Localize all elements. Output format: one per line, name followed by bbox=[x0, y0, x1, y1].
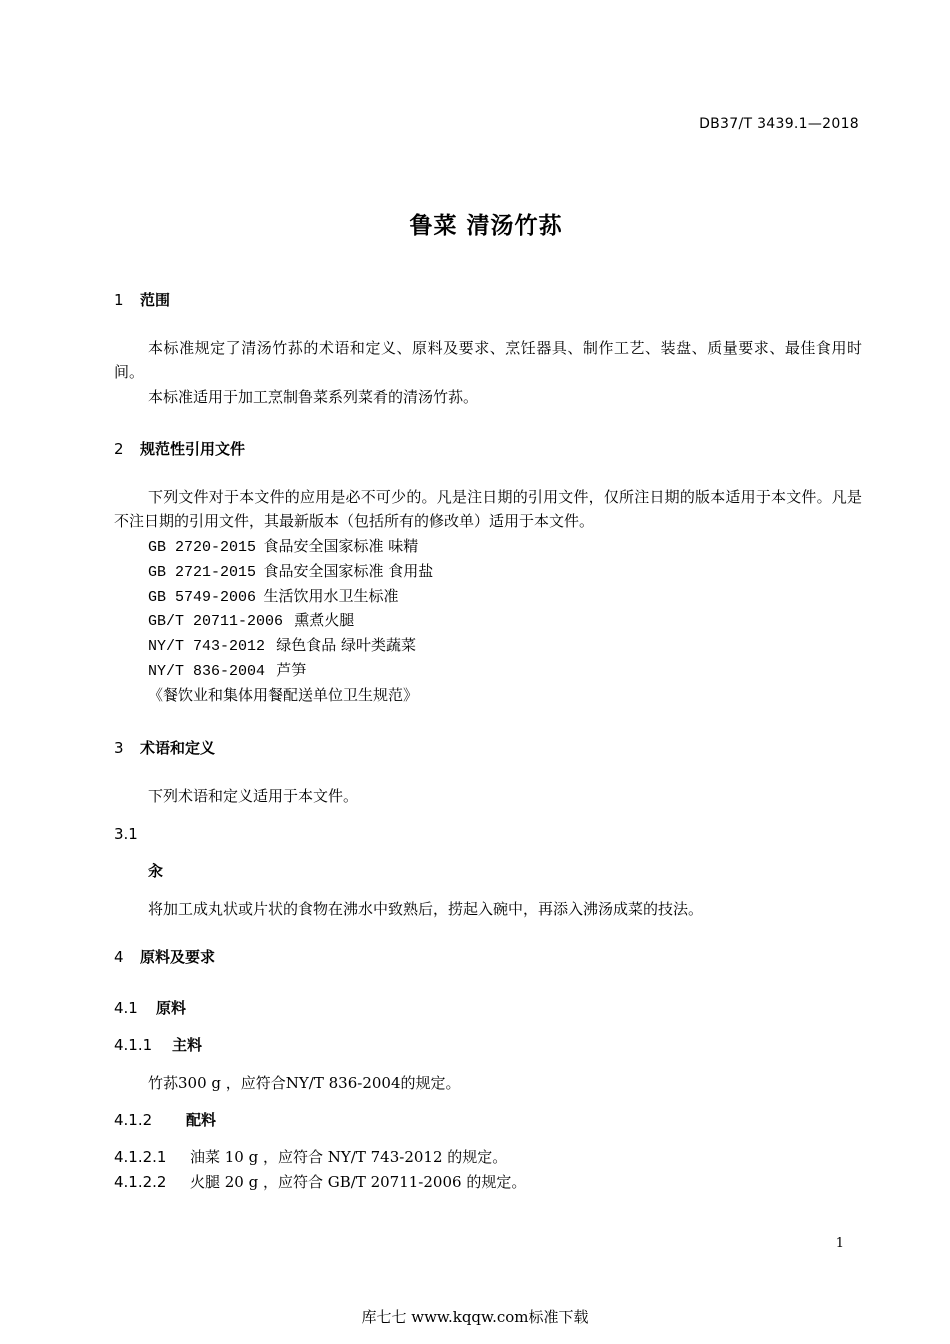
section-title: 范围 bbox=[140, 291, 171, 309]
reference-code: GB/T 20711-2006 bbox=[148, 613, 284, 630]
footer-watermark: 库七七 www.kqqw.com标准下载 bbox=[361, 1308, 589, 1326]
section-2-heading bbox=[114, 438, 245, 459]
reference-code: GB 2720-2015 bbox=[148, 539, 257, 556]
subsection-number: 4.1 bbox=[114, 999, 138, 1017]
section-3-heading bbox=[114, 737, 215, 758]
page-number: 1 bbox=[835, 1236, 844, 1251]
section-title: 术语和定义 bbox=[140, 739, 216, 757]
section-4-heading bbox=[114, 946, 215, 967]
reference-item bbox=[148, 559, 433, 585]
reference-name: 熏煮火腿 bbox=[294, 611, 355, 629]
ingredient-item bbox=[114, 1170, 526, 1195]
reference-item bbox=[148, 658, 306, 684]
reference-name: 芦笋 bbox=[276, 661, 307, 679]
reference-item: 《餐饮业和集体用餐配送单位卫生规范》 bbox=[148, 686, 419, 704]
section-title: 规范性引用文件 bbox=[140, 440, 246, 458]
section-title: 原料及要求 bbox=[140, 948, 216, 966]
page-title: 鲁菜 清汤竹荪 bbox=[409, 213, 563, 239]
ingredient-item bbox=[114, 1145, 507, 1170]
subsection-title: 主料 bbox=[172, 1036, 203, 1054]
reference-name: 生活饮用水卫生标准 bbox=[263, 587, 399, 605]
section-number: 1 bbox=[114, 291, 124, 309]
main-ingredient-text: 竹荪300 g ，应符合NY/T 836-2004的规定。 bbox=[148, 1074, 461, 1092]
reference-name: 食品安全国家标准 味精 bbox=[263, 537, 419, 555]
subsection-number: 4.1.2 bbox=[114, 1111, 153, 1129]
reference-item bbox=[148, 633, 416, 659]
subsection-number: 4.1.1 bbox=[114, 1036, 153, 1054]
subsection-4-1-2-heading bbox=[114, 1109, 216, 1130]
reference-name: 绿色食品 绿叶类蔬菜 bbox=[276, 636, 417, 654]
subsection-title: 配料 bbox=[186, 1111, 217, 1129]
reference-item bbox=[148, 584, 399, 610]
subsection-title: 原料 bbox=[156, 999, 187, 1017]
section-1-heading bbox=[114, 289, 170, 310]
reference-code: NY/T 743-2012 bbox=[148, 638, 266, 655]
item-text: 火腿 20 g ，应符合 GB/T 20711-2006 的规定。 bbox=[190, 1173, 527, 1191]
term-name: 汆 bbox=[148, 862, 164, 880]
subsection-4-1-heading bbox=[114, 997, 186, 1018]
term-number: 3.1 bbox=[114, 825, 138, 843]
item-number: 4.1.2.2 bbox=[114, 1173, 167, 1191]
section-number: 2 bbox=[114, 440, 124, 458]
reference-item bbox=[148, 534, 418, 560]
reference-code: GB 2721-2015 bbox=[148, 564, 257, 581]
item-number: 4.1.2.1 bbox=[114, 1148, 167, 1166]
scope-paragraph-2: 本标准适用于加工烹制鲁菜系列菜肴的清汤竹荪。 bbox=[148, 388, 479, 406]
terms-intro: 下列术语和定义适用于本文件。 bbox=[148, 787, 359, 805]
reference-code: GB 5749-2006 bbox=[148, 589, 257, 606]
normative-references-intro: 下列文件对于本文件的应用是必不可少的。凡是注日期的引用文件，仅所注日期的版本适用于本文件。凡是不注日期的引用文件，其最新版本（包括所有的修改单）适用于本文件。 bbox=[114, 488, 862, 530]
item-text: 油菜 10 g ，应符合 NY/T 743-2012 的规定。 bbox=[190, 1148, 508, 1166]
section-number: 4 bbox=[114, 948, 124, 966]
subsection-4-1-1-heading bbox=[114, 1034, 202, 1055]
section-number: 3 bbox=[114, 739, 124, 757]
reference-name: 食品安全国家标准 食用盐 bbox=[263, 562, 434, 580]
reference-code: NY/T 836-2004 bbox=[148, 663, 266, 680]
term-definition: 将加工成丸状或片状的食物在沸水中致熟后，捞起入碗中，再添入沸汤成菜的技法。 bbox=[148, 900, 704, 918]
reference-item bbox=[148, 608, 354, 634]
document-number: DB37/T 3439.1—2018 bbox=[699, 116, 859, 132]
scope-paragraph-1: 本标准规定了清汤竹荪的术语和定义、原料及要求、烹饪器具、制作工艺、装盘、质量要求、最佳食用时间。 bbox=[114, 339, 862, 381]
